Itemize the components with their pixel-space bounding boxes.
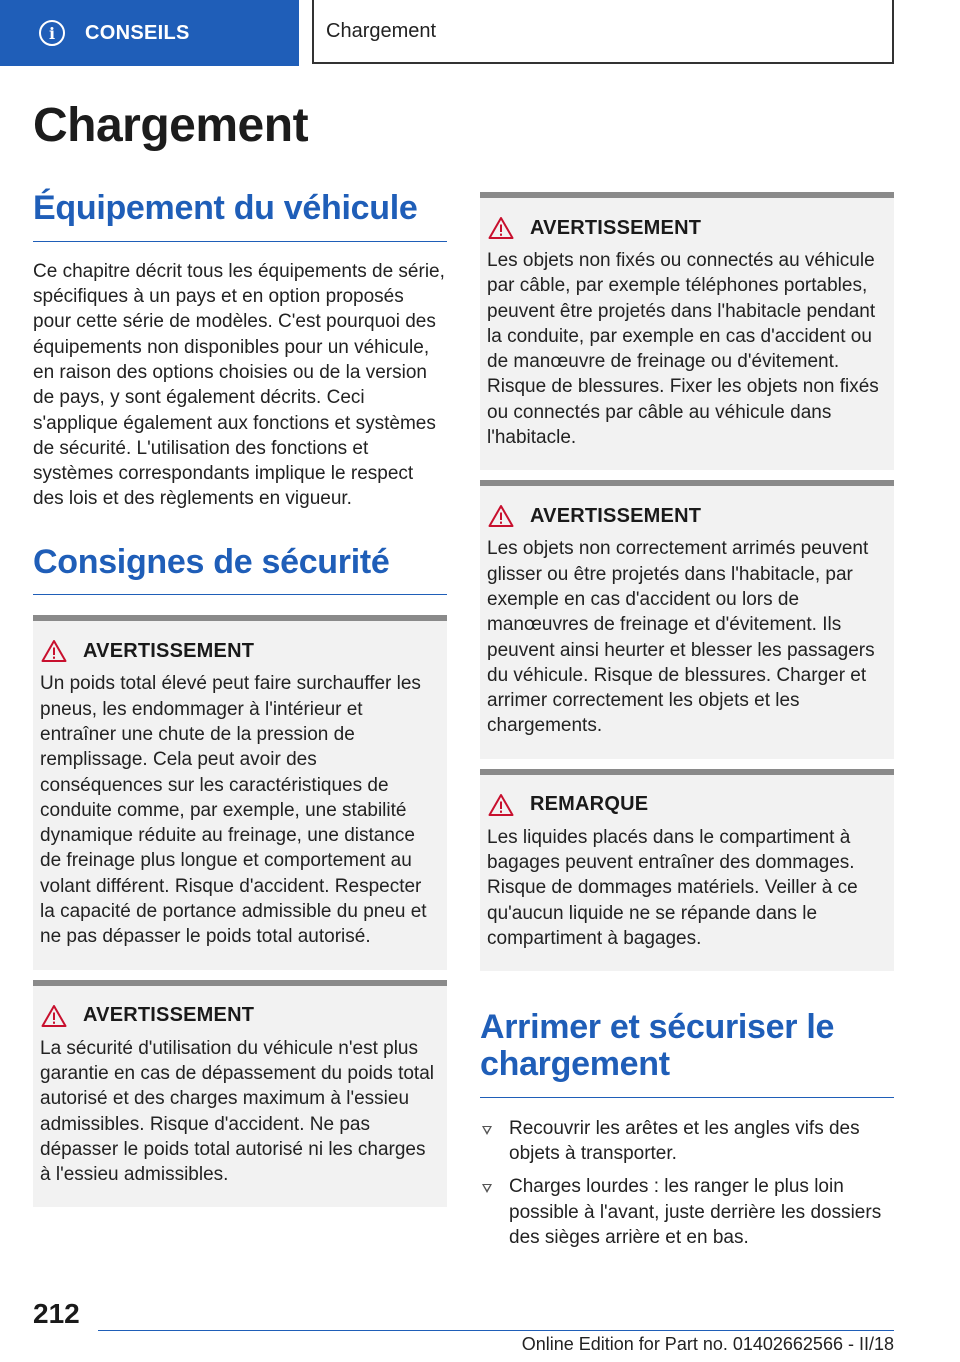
section-heading-securing-load: Arrimer et sécuriser le chargement	[480, 1009, 894, 1097]
list-item	[480, 1116, 894, 1167]
triangle-bullet-icon	[482, 1184, 492, 1193]
warning-triangle-icon	[41, 1004, 67, 1028]
warning-triangle-icon	[488, 216, 514, 240]
header-tab-label: CONSEILS	[85, 21, 190, 44]
warning-triangle-icon	[41, 639, 67, 663]
securing-steps-list	[480, 1116, 894, 1250]
page-title: Chargement	[33, 99, 309, 152]
info-icon: i	[39, 20, 65, 46]
header-section-title: Chargement	[312, 0, 894, 64]
notice-text: Un poids total élevé peut faire surchauffer les pneus, les endommager à l'intérieur et entraîner une chute de la pression de remplissage. Cela peut avoir des conséquences sur les caractéristiques de conduite comme, par exemple, une stabilité dynamique réduite au freinage, une distance de freinage plus longue et comportement au volant différent. Risque d'accident. Respecter la capacité de portance admissible du pneu et ne pas dépasser le poids total autorisé.	[40, 673, 427, 948]
notice-text: La sécurité d'utilisation du véhicule n'est plus garantie en cas de dépassement du poids total autorisé et des charges maximum à l'essieu admissibles. Risque d'accident. Ne pas dépasser le poids total autorisé ni les charges à l'essieu admissibles.	[40, 1037, 434, 1186]
page-number: 212	[33, 1298, 80, 1329]
notice-text: Les liquides placés dans le compartiment à bagages peuvent entraîner des dommages. Risque de dommages matériels. Veiller à ce qu'aucun liquide ne se répande dans le compartiment à bagages.	[487, 826, 858, 949]
warning-notice	[480, 480, 894, 758]
header-tab[interactable]	[0, 0, 299, 66]
right-column	[480, 192, 894, 1258]
caution-notice	[480, 769, 894, 971]
footer-edition: Online Edition for Part no. 01402662566 - II/18	[521, 1334, 894, 1354]
notice-title: AVERTISSEMENT	[530, 504, 702, 527]
warning-triangle-icon	[488, 504, 514, 528]
list-item-text: Charges lourdes : les ranger le plus loin possible à l'avant, juste derrière les dossiers des sièges arrière et en bas.	[509, 1176, 882, 1248]
section-body-equipment: Ce chapitre décrit tous les équipements de série, spécifiques à un pays et en option proposés pour cette série de modèles. C'est pourquoi des équipements non disponibles pour un véhicule, en raison des options choisies ou de la version de pays, y sont également décrits. Ceci s'applique également aux fonctions et systèmes de sécurité. L'utilisation des fonctions et systèmes correspondants implique le respect des lois et des règlements en vigueur.	[33, 260, 445, 510]
footer-divider	[98, 1330, 894, 1331]
list-item	[480, 1174, 894, 1250]
notice-title: AVERTISSEMENT	[83, 1004, 255, 1027]
left-column	[33, 190, 447, 1207]
triangle-bullet-icon	[482, 1126, 492, 1135]
list-item-text: Recouvrir les arêtes et les angles vifs des objets à transporter.	[509, 1117, 860, 1164]
warning-triangle-icon	[488, 793, 514, 817]
notice-text: Les objets non correctement arrimés peuvent glisser ou être projetés dans l'habitacle, par exemple en cas d'accident ou lors de manœuvres de freinage et d'évitement. Ils peuvent ainsi heurter et blesser les passagers du véhicule. Risque de blessures. Charger et arrimer correctement les objets et les chargements.	[487, 538, 875, 737]
notice-title: AVERTISSEMENT	[530, 216, 702, 239]
warning-notice	[480, 192, 894, 470]
warning-notice	[33, 980, 447, 1208]
notice-title: AVERTISSEMENT	[83, 639, 255, 662]
section-heading-equipment: Équipement du véhicule	[33, 190, 447, 242]
notice-title: REMARQUE	[530, 793, 649, 816]
warning-notice	[33, 615, 447, 969]
notice-text: Les objets non fixés ou connectés au véhicule par câble, par exemple téléphones portables, peuvent être projetés dans l'habitacle pendant la conduite, par exemple en cas d'accident ou de manœuvre de freinage ou d'évitement. Risque de blessures. Fixer les objets non fixés ou connectés par câble au véhicule dans l'habitacle.	[487, 250, 879, 449]
section-heading-safety: Consignes de sécurité	[33, 544, 447, 596]
